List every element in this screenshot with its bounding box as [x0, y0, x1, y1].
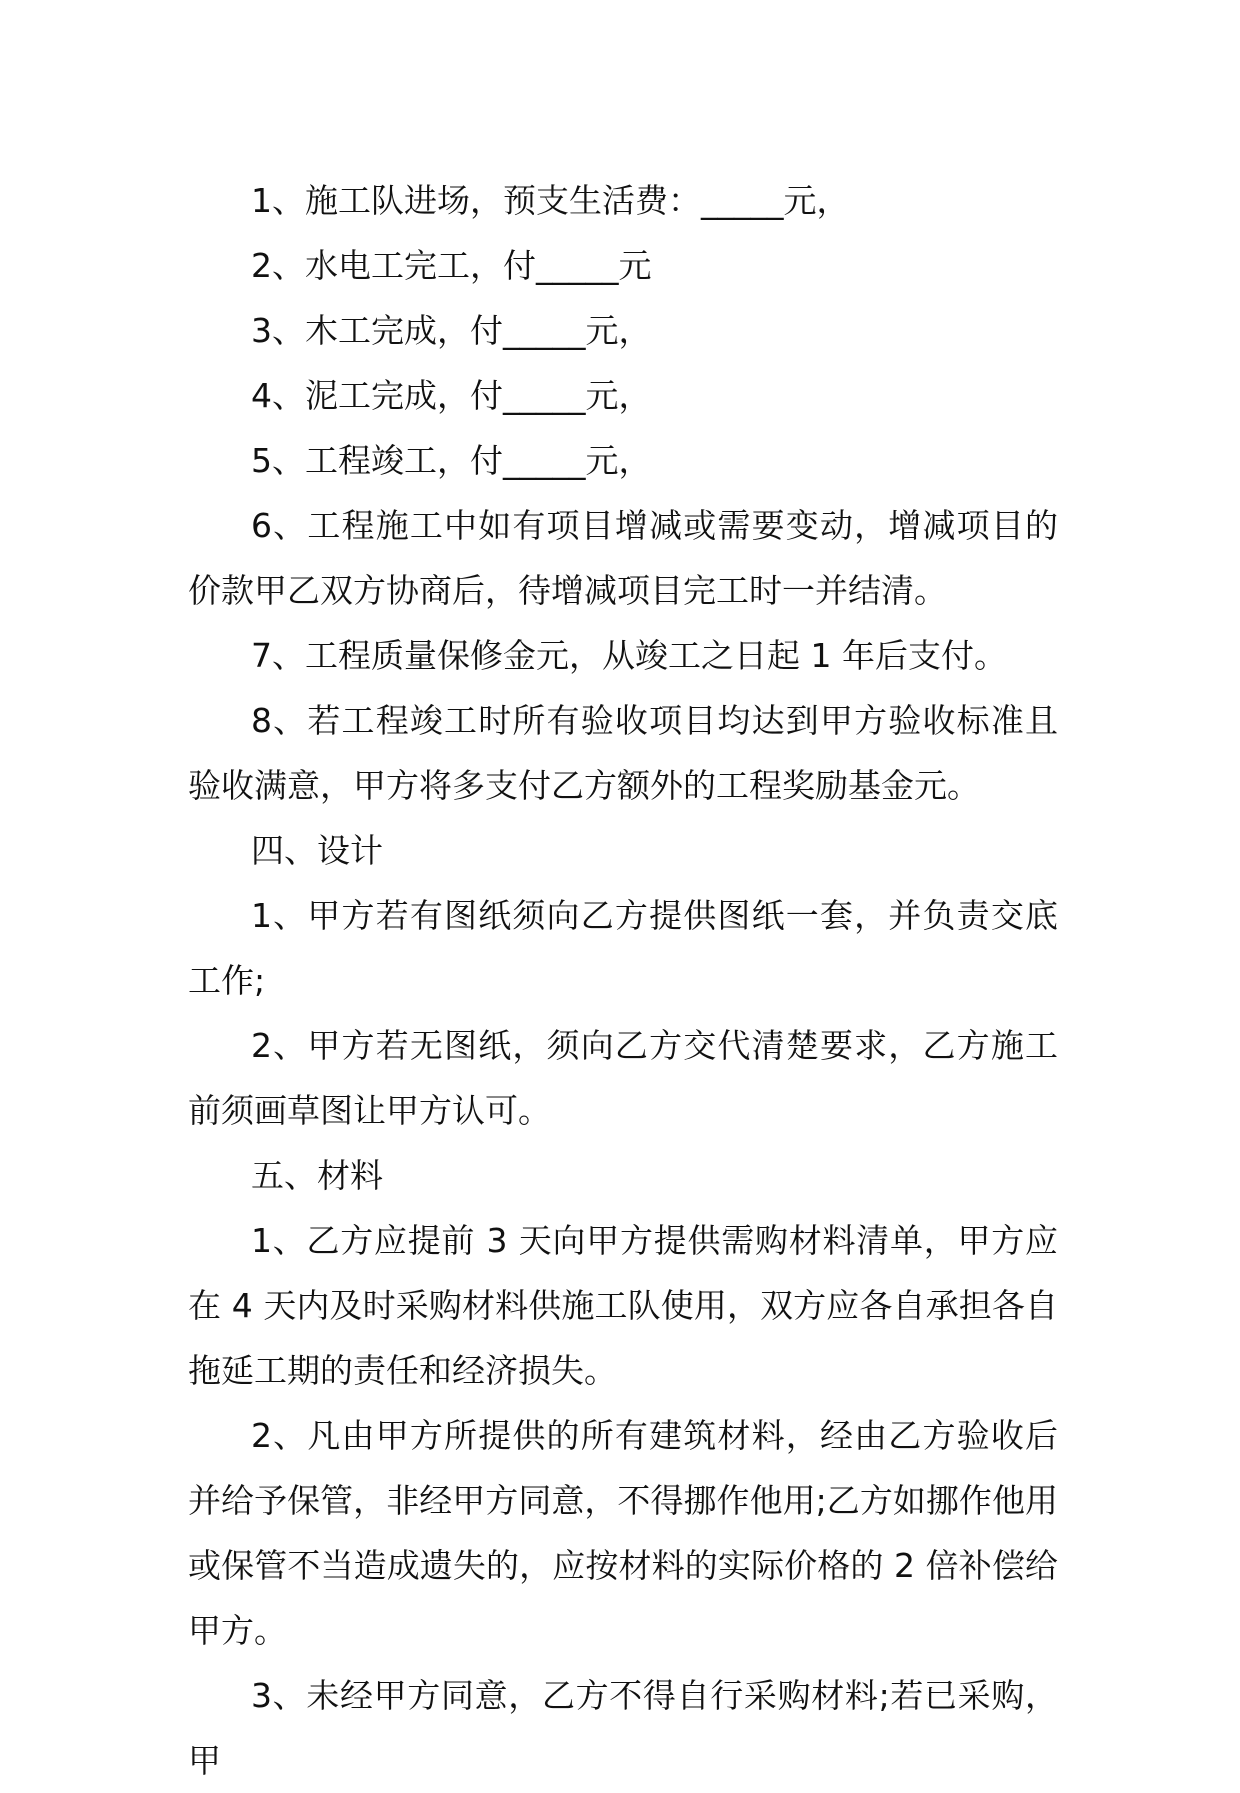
clause-payment-3: 3、木工完成，付_____元， — [251, 311, 652, 350]
section-heading-design: 四、设计 — [251, 831, 383, 870]
clause-payment-2: 2、水电工完工，付_____元 — [251, 246, 652, 285]
clause-design-2: 2、甲方若无图纸，须向乙方交代清楚要求，乙方施工前须画草图让甲方认可。 — [188, 1026, 1058, 1130]
clause-materials-3: 3、未经甲方同意，乙方不得自行采购材料;若已采购，甲 — [188, 1676, 1058, 1780]
clause-payment-1: 1、施工队进场，预支生活费：_____元， — [251, 181, 850, 220]
clause-payment-4: 4、泥工完成，付_____元， — [251, 376, 652, 415]
clause-payment-5: 5、工程竣工，付_____元， — [251, 441, 652, 480]
clause-design-1: 1、甲方若有图纸须向乙方提供图纸一套，并负责交底工作; — [188, 896, 1058, 1000]
clause-materials-1: 1、乙方应提前 3 天向甲方提供需购材料清单，甲方应在 4 天内及时采购材料供施工队使用，双方应各自承担各自拖延工期的责任和经济损失。 — [188, 1221, 1058, 1390]
clause-payment-6: 6、工程施工中如有项目增减或需要变动，增减项目的价款甲乙双方协商后，待增减项目完工时一并结清。 — [188, 506, 1058, 610]
clause-materials-2: 2、凡由甲方所提供的所有建筑材料，经由乙方验收后并给予保管，非经甲方同意，不得挪作他用;乙方如挪作他用或保管不当造成遗失的，应按材料的实际价格的 2 倍补偿给甲方。 — [188, 1416, 1058, 1650]
section-heading-materials: 五、材料 — [251, 1156, 383, 1195]
clause-payment-8: 8、若工程竣工时所有验收项目均达到甲方验收标准且验收满意，甲方将多支付乙方额外的工程奖励基金元。 — [188, 701, 1058, 805]
document-body — [188, 168, 1058, 1793]
clause-payment-7: 7、工程质量保修金元，从竣工之日起 1 年后支付。 — [251, 636, 1007, 675]
